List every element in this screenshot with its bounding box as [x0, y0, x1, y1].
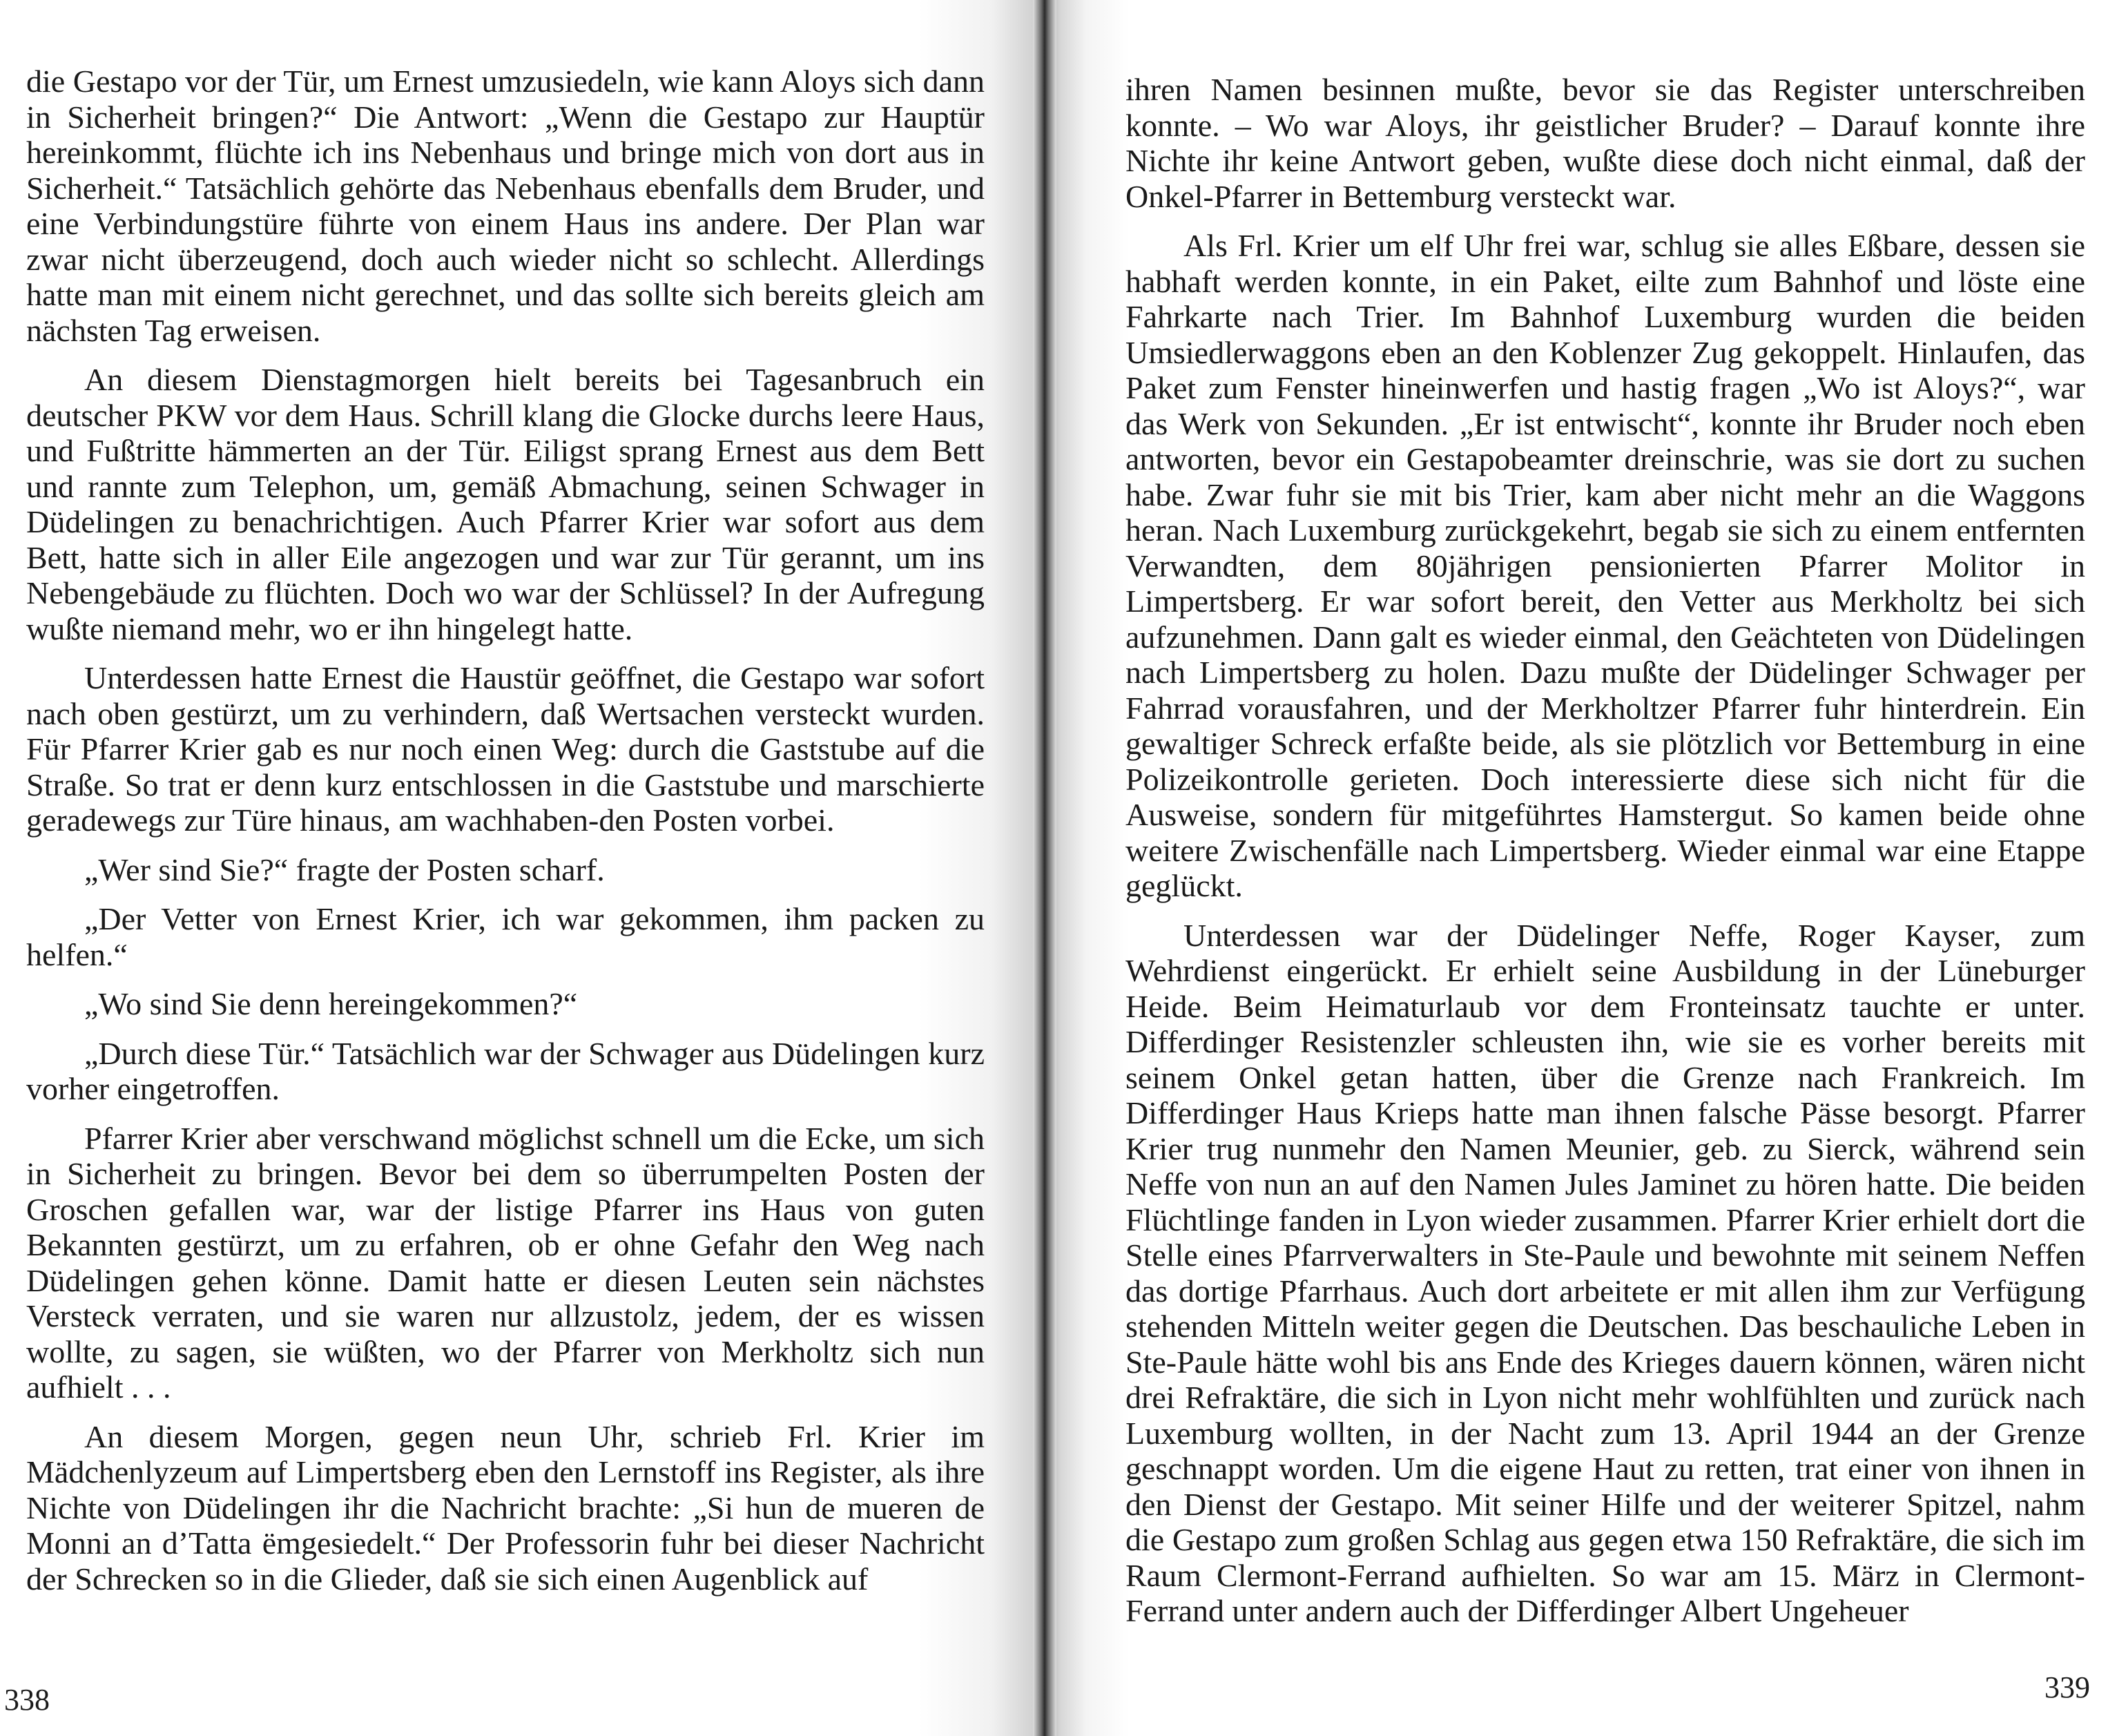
paragraph: ihren Namen besinnen mußte, bevor sie das Register unterschreiben konnte. – Wo war Aloys, ihr geistlicher Bruder? – Darauf konnte ihre Nichte ihr keine Antwort geben, wußte diese doch nicht einmal, daß der Onkel-Pfarrer in Bettemburg versteckt war. — [1125, 72, 2085, 214]
paragraph: „Der Vetter von Ernest Krier, ich war gekommen, ihm packen zu helfen.“ — [26, 901, 985, 972]
paragraph: Unterdessen hatte Ernest die Haustür geöffnet, die Gestapo war sofort nach oben gestürzt, um zu verhindern, daß Wertsachen versteckt wurden. Für Pfarrer Krier gab es nur noch einen Weg: durch die Gaststube auf die Straße. So trat er denn kurz entschlossen in die Gaststube und marschierte geradewegs zur Türe hinaus, am wachhaben-den Posten vorbei. — [26, 660, 985, 838]
page-number-right: 339 — [2044, 1670, 2090, 1704]
paragraph: Unterdessen war der Düdelinger Neffe, Roger Kayser, zum Wehrdienst eingerückt. Er erhielt seine Ausbildung in der Lüneburger Heide. Beim Heimaturlaub vor dem Fronteinsatz tauchte er unter. Differdinger Resistenzler schleusten ihn, wie sie es vorher bereits mit seinem Onkel getan hatten, über die Grenze nach Frankreich. Im Differdinger Haus Krieps hatte man ihnen falsche Pässe besorgt. Pfarrer Krier trug nunmehr den Namen Meunier, geb. zu Sierck, während sein Neffe von nun an auf den Namen Jules Jaminet zu hören hatte. Die beiden Flüchtlinge fanden in Lyon wieder zusammen. Pfarrer Krier erhielt dort die Stelle eines Pfarrverwalters in Ste-Paule und bewohnte mit seinem Neffen das dortige Pfarrhaus. Auch dort arbeitete er mit allen ihm zur Verfügung stehenden Mitteln weiter gegen die Deutschen. Das beschauliche Leben in Ste-Paule hätte wohl bis ans Ende des Krieges dauern können, wären nicht drei Refraktäre, die sich in Lyon nicht mehr wohlfühlten und zurück nach Luxemburg wollten, in der Nacht zum 13. April 1944 an der Grenze geschnappt worden. Um die eigene Haut zu retten, trat einer von ihnen in den Dienst der Gestapo. Mit seiner Hilfe und der weiterer Spitzel, nahm die Gestapo zum großen Schlag aus gegen etwa 150 Refraktäre, die sich im Raum Clermont-Ferrand aufhielten. So war am 15. März in Clermont-Ferrand unter andern auch der Differdinger Albert Ungeheuer — [1125, 917, 2085, 1628]
paragraph: Als Frl. Krier um elf Uhr frei war, schlug sie alles Eßbare, dessen sie habhaft werden konnte, in ein Paket, eilte zum Bahnhof und löste eine Fahrkarte nach Trier. Im Bahnhof Luxemburg wurden die beiden Umsiedlerwaggons eben an den Koblenzer Zug gekoppelt. Hinlaufen, das Paket zum Fenster hineinwerfen und hastig fragen „Wo ist Aloys?“, war das Werk von Sekunden. „Er ist entwischt“, konnte ihr Bruder noch eben antworten, bevor ein Gestapobeamter dreinschrie, was sie dort zu suchen habe. Zwar fuhr sie mit bis Trier, kam aber nicht mehr an die Waggons heran. Nach Luxemburg zurückgekehrt, begab sie sich zu einem entfernten Verwandten, dem 80jährigen pensionierten Pfarrer Molitor in Limpertsberg. Er war sofort bereit, den Vetter aus Merkholtz bei sich aufzunehmen. Dann galt es wieder einmal, den Geächteten von Düdelingen nach Limpertsberg zu holen. Dazu mußte der Düdelinger Schwager per Fahrrad vorausfahren, und der Merkholtzer Pfarrer fuhr hinterdrein. Ein gewaltiger Schreck erfaßte beide, als sie plötzlich vor Bettemburg in eine Polizeikontrolle gerieten. Doch interessierte diese sich nicht für die Ausweise, sondern für mitgeführtes Hamstergut. So kamen beide ohne weitere Zwischenfälle nach Limpertsberg. Wieder einmal war eine Etappe geglückt. — [1125, 228, 2085, 903]
paragraph: An diesem Morgen, gegen neun Uhr, schrieb Frl. Krier im Mädchenlyzeum auf Limpertsberg eben den Lernstoff ins Register, als ihre Nichte von Düdelingen ihr die Nachricht brachte: „Si hun de mueren de Monni an d’Tatta ëmgesiedelt.“ Der Professorin fuhr bei dieser Nachricht der Schrecken so in die Glieder, daß sie sich einen Augenblick auf — [26, 1418, 985, 1597]
paragraph: „Wer sind Sie?“ fragte der Posten scharf. — [84, 851, 605, 887]
paragraph: Pfarrer Krier aber verschwand möglichst schnell um die Ecke, um sich in Sicherheit zu bringen. Bevor bei dem so überrumpelten Posten der Groschen gefallen war, war der listige Pfarrer ins Haus von guten Bekannten gestürzt, um zu erfahren, ob er ohne Gefahr den Weg nach Düdelingen gehen könne. Damit hatte er diesen Leuten sein nächstes Versteck verraten, und sie waren nur allzustolz, jedem, der es wissen wollte, zu sagen, sie wüßten, wo der Pfarrer von Merkholtz sich nun aufhielt . . . — [26, 1120, 985, 1405]
paragraph: An diesem Dienstagmorgen hielt bereits bei Tagesanbruch ein deutscher PKW vor dem Haus. Schrill klang die Glocke durchs leere Haus, und Fußtritte hämmerten an der Tür. Eiligst sprang Ernest aus dem Bett und rannte zum Telephon, um, gemäß Abmachung, seinen Schwager in Düdelingen zu benachrichtigen. Auch Pfarrer Krier war sofort aus dem Bett, hatte sich in aller Eile angezogen und war zur Tür gerannt, um ins Nebengebäude zu flüchten. Doch wo war der Schlüssel? In der Aufregung wußte niemand mehr, wo er ihn hingelegt hatte. — [26, 362, 985, 646]
left-page-text — [26, 64, 985, 1610]
left-page — [0, 0, 1044, 1736]
paragraph: „Wo sind Sie denn hereingekommen?“ — [84, 986, 578, 1021]
page-number-left: 338 — [4, 1683, 50, 1717]
paragraph: die Gestapo vor der Tür, um Ernest umzusiedeln, wie kann Aloys sich dann in Sicherheit bringen?“ Die Antwort: „Wenn die Gestapo zur Hauptür hereinkommt, flüchte ich ins Nebenhaus und bringe mich von dort aus in Sicherheit.“ Tatsächlich gehörte das Nebenhaus ebenfalls dem Bruder, und eine Verbindungstüre führte von einem Haus ins andere. Der Plan war zwar nicht überzeugend, doch auch wieder nicht so schlecht. Allerdings hatte man mit einem nicht gerechnet, und das sollte sich bereits gleich am nächsten Tag erweisen. — [26, 64, 985, 348]
right-page — [1044, 0, 2108, 1736]
book-gutter — [1033, 0, 1056, 1736]
right-page-text — [1125, 72, 2085, 1643]
paragraph: „Durch diese Tür.“ Tatsächlich war der Schwager aus Düdelingen kurz vorher eingetroffen. — [26, 1035, 985, 1106]
